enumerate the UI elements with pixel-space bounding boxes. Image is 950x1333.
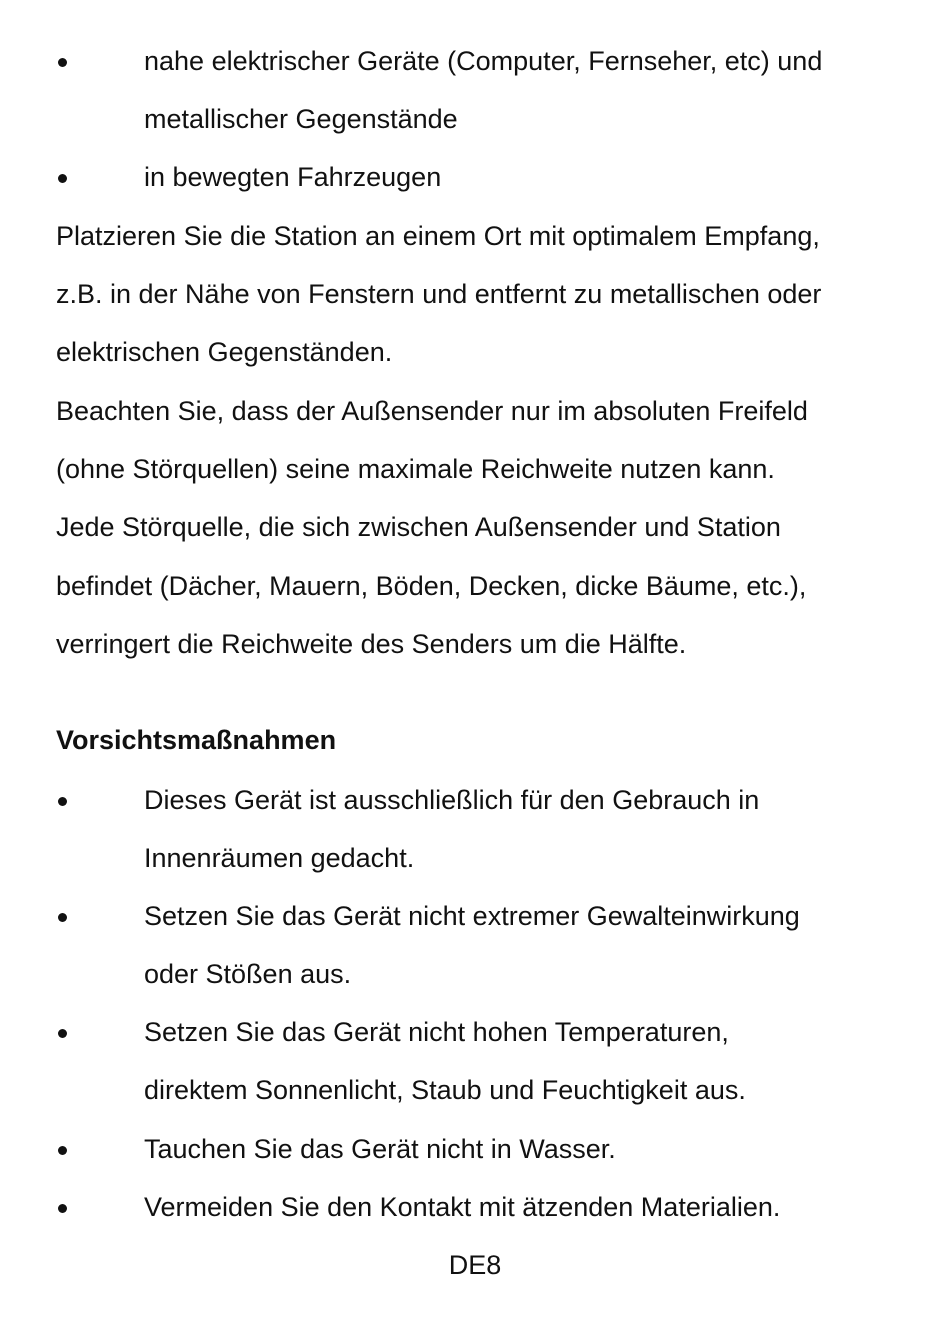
bullet-text-line: direktem Sonnenlicht, Staub und Feuchtigkeit aus. (144, 1075, 746, 1105)
bullet-dot (56, 1191, 70, 1223)
section-heading: Vorsichtsmaßnahmen (56, 725, 337, 755)
bullet-text-line: in bewegten Fahrzeugen (144, 162, 442, 192)
bullet-dot (56, 1016, 70, 1048)
paragraph-line: Platzieren Sie die Station an einem Ort mit optimalem Empfang, (56, 221, 820, 251)
bullet-dot (56, 784, 70, 816)
bullet-text-line: oder Stößen aus. (144, 959, 352, 989)
bullet-text-line: Innenräumen gedacht. (144, 843, 415, 873)
paragraph-line: verringert die Reichweite des Senders um die Hälfte. (56, 629, 687, 659)
paragraph-line: elektrischen Gegenständen. (56, 337, 393, 367)
paragraph-line: z.B. in der Nähe von Fenstern und entfernt zu metallischen oder (56, 279, 822, 309)
bullet-text-line: Setzen Sie das Gerät nicht extremer Gewalteinwirkung (144, 901, 800, 931)
bullet-dot (56, 900, 70, 932)
bullet-text-line: metallischer Gegenstände (144, 104, 458, 134)
bullet-dot (56, 161, 70, 193)
bullet-text-line: nahe elektrischer Geräte (Computer, Fernseher, etc) und (144, 46, 823, 76)
paragraph-line: Beachten Sie, dass der Außensender nur im absoluten Freifeld (56, 396, 808, 426)
bullet-text-line: Setzen Sie das Gerät nicht hohen Temperaturen, (144, 1017, 729, 1047)
page-number: DE8 (448, 1250, 502, 1280)
paragraph-line: (ohne Störquellen) seine maximale Reichweite nutzen kann. (56, 454, 775, 484)
bullet-dot (56, 45, 70, 77)
bullet-dot (56, 1133, 70, 1165)
bullet-text-line: Vermeiden Sie den Kontakt mit ätzenden Materialien. (144, 1192, 781, 1222)
paragraph-line: befindet (Dächer, Mauern, Böden, Decken, dicke Bäume, etc.), (56, 571, 807, 601)
bullet-text-line: Dieses Gerät ist ausschließlich für den Gebrauch in (144, 785, 760, 815)
paragraph-line: Jede Störquelle, die sich zwischen Außensender und Station (56, 512, 781, 542)
bullet-text-line: Tauchen Sie das Gerät nicht in Wasser. (144, 1134, 616, 1164)
